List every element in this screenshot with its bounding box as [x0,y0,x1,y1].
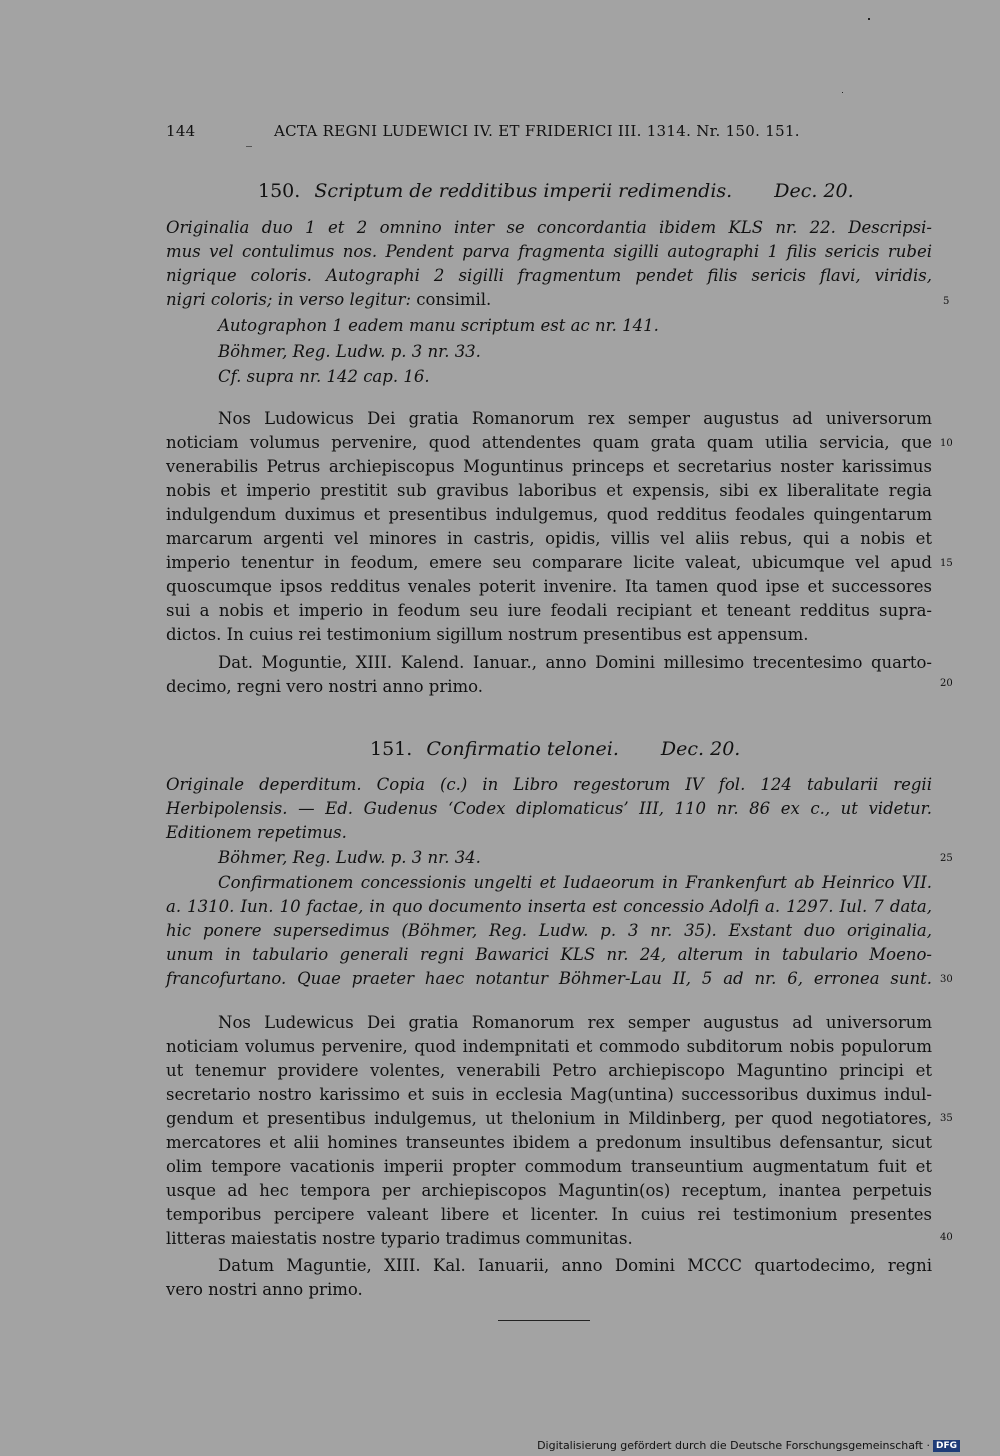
doc150-ref: Autographon 1 eadem manu scriptum est ac nr. 141. [218,316,659,335]
doc151-text-line: ut tenemur providere volentes, venerabili Petro archiepiscopo Maguntino principi et [166,1061,932,1080]
digitization-footer [537,1439,960,1452]
scan-speck [868,18,870,20]
doc150-text-line: Nos Ludowicus Dei gratia Romanorum rex semper augustus ad universorum [218,409,932,428]
doc150-note-last-upright: consimil. [416,290,492,309]
doc150-ref: Cf. supra nr. 142 cap. 16. [218,367,430,386]
doc151-text-line: noticiam volumus pervenire, quod indempnitati et commodo subditorum nobis populorum [166,1037,932,1056]
doc150-text-line: quoscumque ipsos redditus venales poterit invenire. Ita tamen quod ipse et successores [166,577,932,596]
doc151-text-line: Nos Ludewicus Dei gratia Romanorum rex semper augustus ad universorum [218,1013,932,1032]
doc150-text-line: noticiam volumus pervenire, quod attendentes quam grata quam utilia servicia, que [166,433,932,452]
doc151-dat-line: vero nostri anno primo. [166,1280,363,1299]
doc150-number: 150. [258,180,301,202]
doc150-note-last [166,290,932,310]
doc150-note-line: mus vel contulimus nos. Pendent parva fragmenta sigilli autographi 1 filis sericis rubei [166,242,932,261]
margin-line-number: 15 [940,558,953,569]
doc150-dat-line: Dat. Moguntie, XIII. Kalend. Ianuar., anno Domini millesimo trecentesimo quarto- [218,653,932,672]
doc150-text-line: nobis et imperio prestitit sub gravibus laboribus et expensis, sibi ex liberalitate regia [166,481,932,500]
margin-line-number: 35 [940,1113,953,1124]
doc151-conf-line: hic ponere supersedimus (Böhmer, Reg. Ludw. p. 3 nr. 35). Exstant duo originalia, [166,921,932,940]
doc151-conf-line: Confirmationem concessionis ungelti et Iudaeorum in Frankenfurt ab Heinrico VII. [218,873,932,892]
doc150-text-line: dictos. In cuius rei testimonium sigillum nostrum presentibus est appensum. [166,625,809,644]
doc150-text-line: venerabilis Petrus archiepiscopus Moguntinus princeps et secretarius noster karissimus [166,457,932,476]
doc150-ref: Böhmer, Reg. Ludw. p. 3 nr. 33. [218,342,481,361]
page-number: 144 [166,122,196,140]
doc151-text-line: secretario nostro karissimo et suis in ecclesia Mag(untina) successoribus duximus indul- [166,1085,932,1104]
doc151-heading [370,738,740,760]
doc151-text-line: temporibus percipere valeant libere et licenter. In cuius rei testimonium presentes [166,1205,932,1224]
doc150-note-line: Originalia duo 1 et 2 omnino inter se concordantia ibidem KLS nr. 22. Descripsi- [166,218,932,237]
doc151-note-line: Editionem repetimus. [166,823,347,842]
scan-speck [842,92,843,93]
doc151-text-line: gendum et presentibus indulgemus, ut thelonium in Mildinberg, per quod negotiatores, [166,1109,932,1128]
doc151-text-line: mercatores et alii homines transeuntes ibidem a predonum insultibus defensantur, sicut [166,1133,932,1152]
margin-line-number: 40 [940,1232,953,1243]
doc151-date: Dec. 20. [660,738,741,760]
doc150-text-line: marcarum argenti vel minores in castris, opidis, villis vel aliis rebus, qui a nobis et [166,529,932,548]
doc150-heading [258,180,854,202]
margin-line-number: 30 [940,974,953,985]
doc151-text-line: litteras maiestatis nostre typario tradimus communitas. [166,1229,633,1248]
doc151-title: Confirmatio telonei. [426,738,619,760]
running-title: ACTA REGNI LUDEWICI IV. ET FRIDERICI III. 1314. Nr. 150. 151. [274,122,800,140]
end-rule [498,1320,590,1321]
doc151-note-line: Originale deperditum. Copia (c.) in Libro regestorum IV fol. 124 tabularii regii [166,775,932,794]
doc151-conf-line: francofurtano. Quae praeter haec notantur Böhmer-Lau II, 5 ad nr. 6, erronea sunt. [166,969,932,988]
footer-text: Digitalisierung gefördert durch die Deutsche Forschungsgemeinschaft · [537,1439,930,1452]
doc151-dat-line: Datum Maguntie, XIII. Kal. Ianuarii, anno Domini MCCC quartodecimo, regni [218,1256,932,1275]
doc151-number: 151. [370,738,413,760]
doc150-text-line: indulgendum duximus et presentibus indulgemus, quod redditus feodales quingentarum [166,505,932,524]
doc150-text-line: sui a nobis et imperio in feodum seu iure feodali recipiant et teneant redditus supra- [166,601,932,620]
doc151-text-line: usque ad hec tempora per archiepiscopos Maguntin(os) receptum, inantea perpetuis [166,1181,932,1200]
header-rule [246,146,252,147]
dfg-logo: DFG [933,1440,960,1452]
margin-line-number: 25 [940,853,953,864]
margin-line-number: 5 [943,296,950,307]
margin-line-number: 10 [940,438,953,449]
doc150-note-last-italic: nigri coloris; in verso legitur: [166,290,417,309]
doc151-text-line: olim tempore vacationis imperii propter commodum transeuntium augmentatum fuit et [166,1157,932,1176]
doc151-ref: Böhmer, Reg. Ludw. p. 3 nr. 34. [218,848,481,867]
doc150-text-line: imperio tenentur in feodum, emere seu comparare licite valeat, ubicumque vel apud [166,553,932,572]
margin-line-number: 20 [940,678,953,689]
doc151-conf-line: a. 1310. Iun. 10 factae, in quo documento inserta est concessio Adolfi a. 1297. Iul. 7 data, [166,897,932,916]
doc150-dat-line: decimo, regni vero nostri anno primo. [166,677,484,696]
doc150-date: Dec. 20. [774,180,854,202]
doc150-title: Scriptum de redditibus imperii redimendis. [314,180,733,202]
doc151-conf-line: unum in tabulario generali regni Bawarici KLS nr. 24, alterum in tabulario Moeno- [166,945,932,964]
doc151-note-line: Herbipolensis. — Ed. Gudenus ‘Codex diplomaticus’ III, 110 nr. 86 ex c., ut videtur. [166,799,932,818]
doc150-note-line: nigrique coloris. Autographi 2 sigilli fragmentum pendet filis sericis flavi, viridis, [166,266,932,285]
